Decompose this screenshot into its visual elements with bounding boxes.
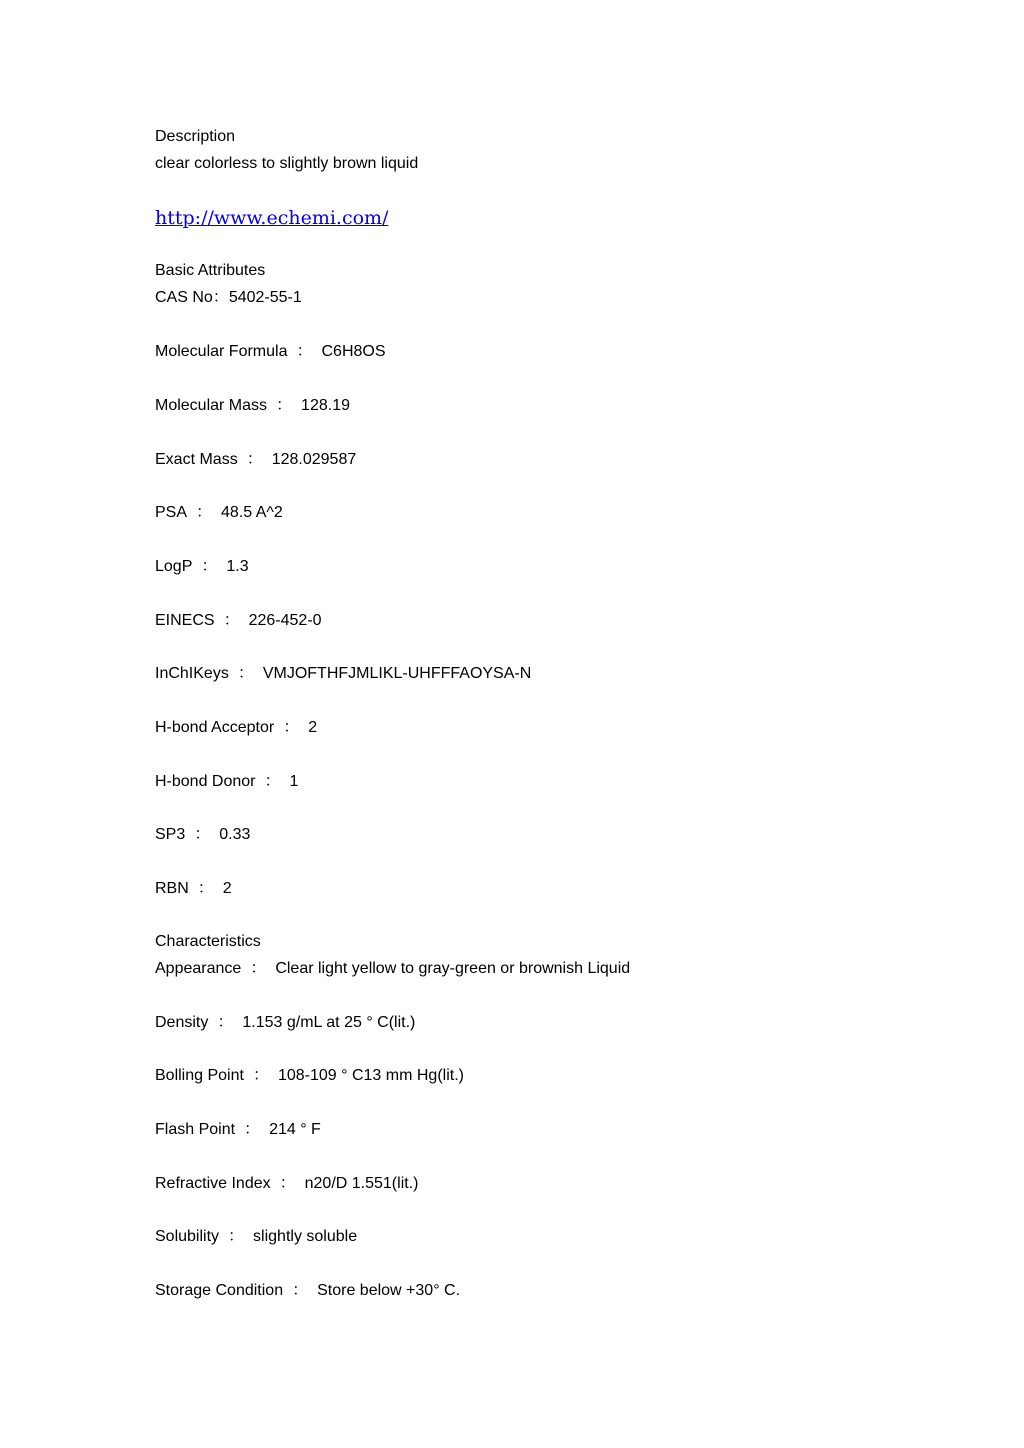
attribute-label: LogP [155, 558, 193, 575]
attribute-label: H-bond Acceptor [155, 719, 275, 736]
separator: ： [237, 665, 254, 682]
echemi-link[interactable]: http://www.echemi.com/ [155, 207, 389, 229]
separator: ： [196, 504, 213, 521]
cas-value: 5402-55-1 [228, 289, 302, 306]
attribute-row-inchikeys [155, 664, 531, 684]
attribute-row-hbond-acceptor [155, 718, 317, 738]
characteristic-row-density [155, 1013, 415, 1033]
separator: ： [292, 1282, 309, 1299]
attribute-row-molecular-mass [155, 396, 350, 416]
separator: ： [228, 1228, 245, 1245]
characteristic-value: Clear light yellow to gray-green or brownish Liquid [275, 960, 631, 977]
characteristic-value: 1.153 g/mL at 25 ° C(lit.) [242, 1014, 416, 1031]
attribute-row-molecular-formula [155, 342, 386, 362]
separator: ： [197, 880, 214, 897]
attribute-label: Molecular Mass [155, 397, 268, 414]
separator: ： [276, 397, 293, 414]
separator: ： [279, 1175, 296, 1192]
attribute-row-exact-mass [155, 450, 356, 470]
attribute-value: 48.5 A^2 [221, 504, 283, 521]
characteristic-value: 108-109 ° C13 mm Hg(lit.) [277, 1067, 464, 1084]
separator: ： [217, 1014, 234, 1031]
characteristic-label: Bolling Point [155, 1067, 244, 1084]
separator: ： [283, 719, 300, 736]
characteristic-row-refractive-index [155, 1174, 418, 1194]
attribute-value: 226-452-0 [248, 612, 322, 629]
attribute-label: InChIKeys [155, 665, 229, 682]
separator: ： [250, 960, 267, 977]
separator: ： [246, 451, 263, 468]
characteristic-row-appearance [155, 959, 630, 979]
attribute-row-rbn [155, 879, 232, 899]
attribute-row-psa [155, 503, 283, 523]
attribute-label: H-bond Donor [155, 773, 256, 790]
characteristic-row-solubility [155, 1227, 357, 1247]
attribute-value: VMJOFTHFJMLIKL-UHFFFAOYSA-N [262, 665, 532, 682]
separator: ： [194, 826, 211, 843]
separator: ： [264, 773, 281, 790]
characteristic-label: Refractive Index [155, 1175, 271, 1192]
description-heading: Description [155, 128, 236, 145]
cas-row [155, 288, 302, 308]
attribute-row-einecs [155, 611, 322, 631]
attribute-value: 2 [222, 880, 232, 897]
attribute-label: SP3 [155, 826, 186, 843]
characteristic-value: Store below +30° C. [317, 1282, 461, 1299]
attribute-value: 128.029587 [271, 451, 357, 468]
basic-attributes-heading: Basic Attributes [155, 262, 266, 279]
attribute-row-hbond-donor [155, 772, 298, 792]
attribute-label: Exact Mass [155, 451, 238, 468]
attribute-row-logp [155, 557, 249, 577]
separator: ： [252, 1067, 269, 1084]
characteristic-value: slightly soluble [253, 1228, 358, 1245]
characteristic-value: 214 ° F [269, 1121, 321, 1138]
characteristic-label: Solubility [155, 1228, 220, 1245]
characteristic-value: n20/D 1.551(lit.) [304, 1175, 419, 1192]
attribute-label: RBN [155, 880, 189, 897]
characteristic-row-flash-point [155, 1120, 321, 1140]
attribute-value: 128.19 [301, 397, 350, 414]
cas-label: CAS No： [155, 289, 229, 306]
separator: ： [201, 558, 218, 575]
description-text: clear colorless to slightly brown liquid [155, 155, 419, 172]
characteristic-label: Density [155, 1014, 209, 1031]
attribute-value: C6H8OS [321, 343, 386, 360]
attribute-label: EINECS [155, 612, 215, 629]
attribute-row-sp3 [155, 825, 250, 845]
separator: ： [296, 343, 313, 360]
characteristic-label: Storage Condition [155, 1282, 284, 1299]
characteristic-row-boiling-point [155, 1066, 464, 1086]
characteristic-label: Flash Point [155, 1121, 236, 1138]
characteristics-heading: Characteristics [155, 933, 261, 950]
attribute-value: 1.3 [226, 558, 249, 575]
attribute-label: PSA [155, 504, 188, 521]
attribute-label: Molecular Formula [155, 343, 288, 360]
characteristic-label: Appearance [155, 960, 242, 977]
attribute-value: 0.33 [219, 826, 251, 843]
characteristic-row-storage-condition [155, 1281, 460, 1301]
attribute-value: 1 [289, 773, 299, 790]
separator: ： [223, 612, 240, 629]
separator: ： [244, 1121, 261, 1138]
attribute-value: 2 [308, 719, 318, 736]
